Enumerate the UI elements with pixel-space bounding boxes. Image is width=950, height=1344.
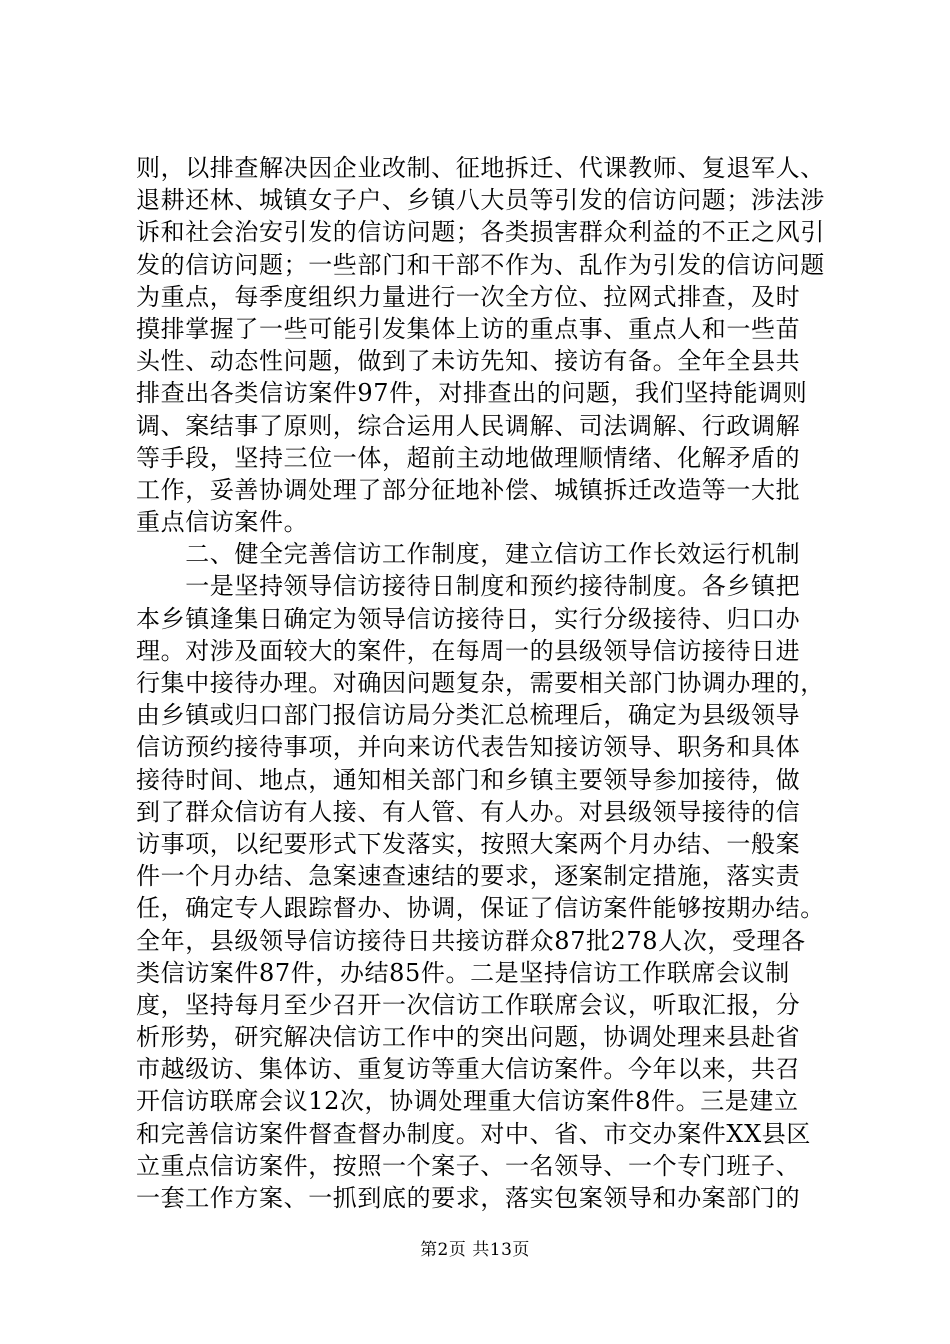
text-line: 立重点信访案件，按照一个案子、一名领导、一个专门班子、: [136, 1151, 801, 1180]
text-line: 头性、动态性问题，做到了未访先知、接访有备。全年全县共: [136, 347, 801, 376]
text-line: 类信访案件87件，办结85件。二是坚持信访工作联席会议制: [136, 958, 790, 987]
text-line: 工作，妥善协调处理了部分征地补偿、城镇拆迁改造等一大批: [136, 475, 801, 504]
text-line: 由乡镇或归口部门报信访局分类汇总梳理后，确定为县级领导: [136, 701, 801, 730]
text-line: 全年，县级领导信访接待日共接访群众87批278人次，受理各: [136, 926, 806, 955]
text-line: 二、健全完善信访工作制度，建立信访工作长效运行机制: [136, 540, 801, 569]
text-line: 访事项，以纪要形式下发落实，按照大案两个月办结、一般案: [136, 829, 801, 858]
text-line: 退耕还林、城镇女子户、乡镇八大员等引发的信访问题；涉法涉: [136, 186, 825, 215]
text-line: 行集中接待办理。对确因问题复杂，需要相关部门协调办理的，: [136, 669, 825, 697]
text-line: 和完善信访案件督查督办制度。对中、省、市交办案件XX县区: [136, 1119, 811, 1148]
text-line: 发的信访问题；一些部门和干部不作为、乱作为引发的信访问题: [136, 250, 825, 279]
text-line: 析形势，研究解决信访工作中的突出问题，协调处理来县赴省: [136, 1023, 801, 1052]
text-line: 则，以排查解决因企业改制、征地拆迁、代课教师、复退军人、: [136, 154, 825, 182]
text-line: 诉和社会治安引发的信访问题；各类损害群众利益的不正之风引: [136, 218, 825, 247]
document-body: [136, 152, 825, 1214]
text-line: 到了群众信访有人接、有人管、有人办。对县级领导接待的信: [136, 797, 801, 826]
text-line: 调、案结事了原则，综合运用人民调解、司法调解、行政调解: [136, 411, 801, 440]
text-line: 接待时间、地点，通知相关部门和乡镇主要领导参加接待，做: [136, 765, 801, 794]
text-line: 本乡镇逢集日确定为领导信访接待日，实行分级接待、归口办: [136, 604, 801, 633]
text-line: 为重点，每季度组织力量进行一次全方位、拉网式排查，及时: [136, 282, 801, 311]
page-number: 第2页 共13页: [420, 1240, 530, 1260]
text-line: 任，确定专人跟踪督办、协调，保证了信访案件能够按期办结。: [136, 894, 825, 923]
text-line: 摸排掌握了一些可能引发集体上访的重点事、重点人和一些苗: [136, 314, 801, 343]
text-line: 重点信访案件。: [136, 508, 309, 537]
text-line: 一套工作方案、一抓到底的要求，落实包案领导和办案部门的: [136, 1184, 801, 1212]
text-line: 一是坚持领导信访接待日制度和预约接待制度。各乡镇把: [136, 572, 801, 601]
text-line: 等手段，坚持三位一体，超前主动地做理顺情绪、化解矛盾的: [136, 443, 801, 472]
page-footer: [0, 1238, 950, 1262]
text-line: 件一个月办结、急案速查速结的要求，逐案制定措施，落实责: [136, 862, 801, 891]
text-line: 开信访联席会议12次，协调处理重大信访案件8件。三是建立: [136, 1087, 799, 1116]
text-line: 度，坚持每月至少召开一次信访工作联席会议，听取汇报，分: [136, 990, 801, 1019]
text-line: 排查出各类信访案件97件，对排查出的问题，我们坚持能调则: [136, 379, 808, 408]
text-line: 市越级访、集体访、重复访等重大信访案件。今年以来，共召: [136, 1055, 801, 1084]
text-line: 理。对涉及面较大的案件，在每周一的县级领导信访接待日进: [136, 636, 801, 665]
text-line: 信访预约接待事项，并向来访代表告知接访领导、职务和具体: [136, 733, 801, 762]
